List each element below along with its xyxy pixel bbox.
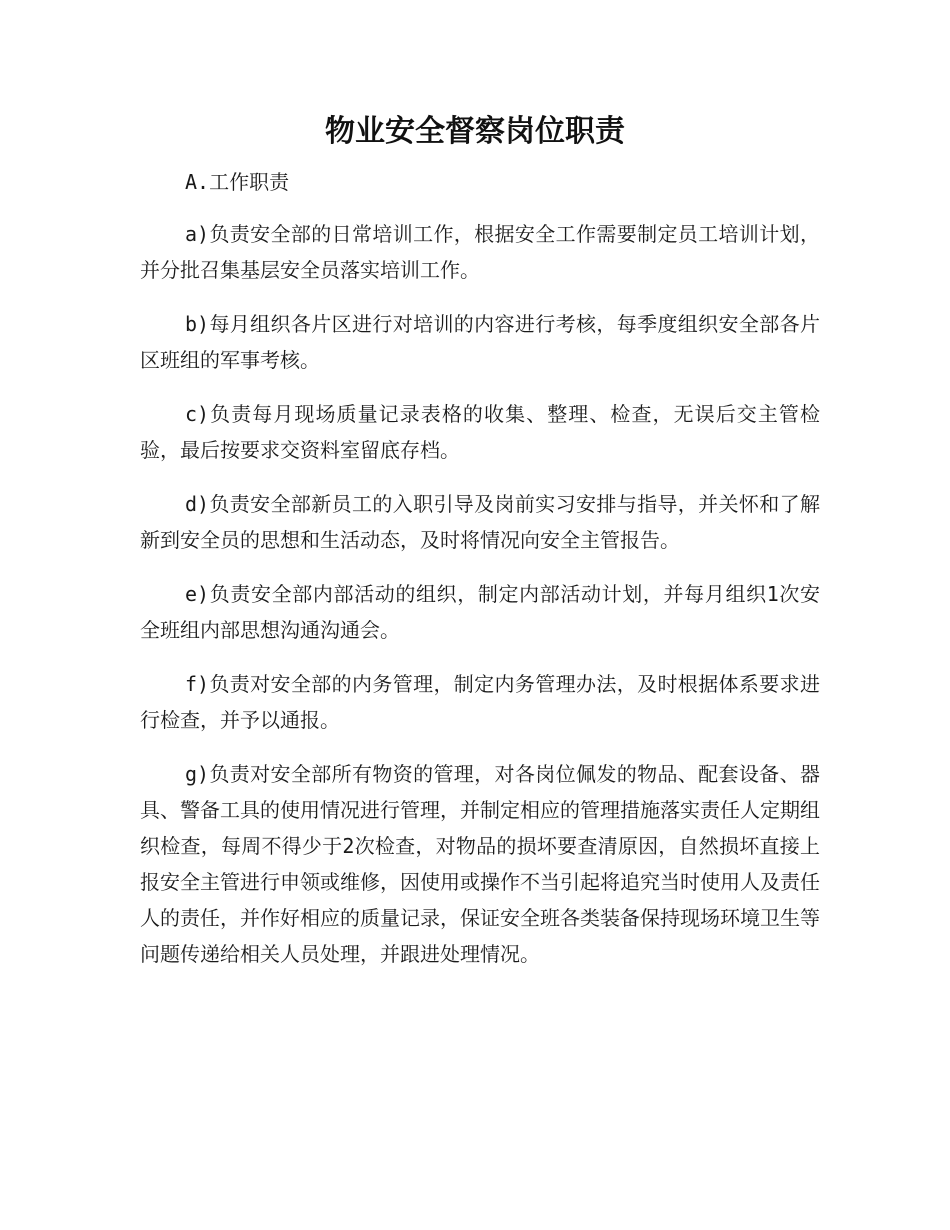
paragraph-f: f)负责对安全部的内务管理，制定内务管理办法，及时根据体系要求进行检查，并予以通报。 (140, 672, 820, 732)
paragraph-d: d)负责安全部新员工的入职引导及岗前实习安排与指导，并关怀和了解新到安全员的思想和生活动态，及时将情况向安全主管报告。 (140, 492, 820, 552)
document-title: 物业安全督察岗位职责 (325, 114, 625, 149)
paragraph-a: a)负责安全部的日常培训工作，根据安全工作需要制定员工培训计划，并分批召集基层安全员落实培训工作。 (140, 222, 820, 282)
paragraph-c: c)负责每月现场质量记录表格的收集、整理、检查，无误后交主管检验，最后按要求交资料室留底存档。 (140, 402, 820, 462)
paragraph-b: b)每月组织各片区进行对培训的内容进行考核，每季度组织安全部各片区班组的军事考核。 (140, 312, 820, 372)
paragraph-g: g)负责对安全部所有物资的管理，对各岗位佩发的物品、配套设备、器具、警备工具的使用情况进行管理，并制定相应的管理措施落实责任人定期组织检查，每周不得少于2次检查，对物品的损坏要查清原因，自然损坏直接上报安全主管进行申领或维修，因使用或操作不当引起将追究当时使用人及责任人的责任，并作好相应的质量记录，保证安全班各类装备保持现场环境卫生等问题传递给相关人员处理，并跟进处理情况。 (140, 762, 820, 966)
section-heading: A.工作职责 (185, 170, 290, 194)
paragraph-e: e)负责安全部内部活动的组织，制定内部活动计划，并每月组织1次安全班组内部思想沟通沟通会。 (140, 582, 820, 642)
